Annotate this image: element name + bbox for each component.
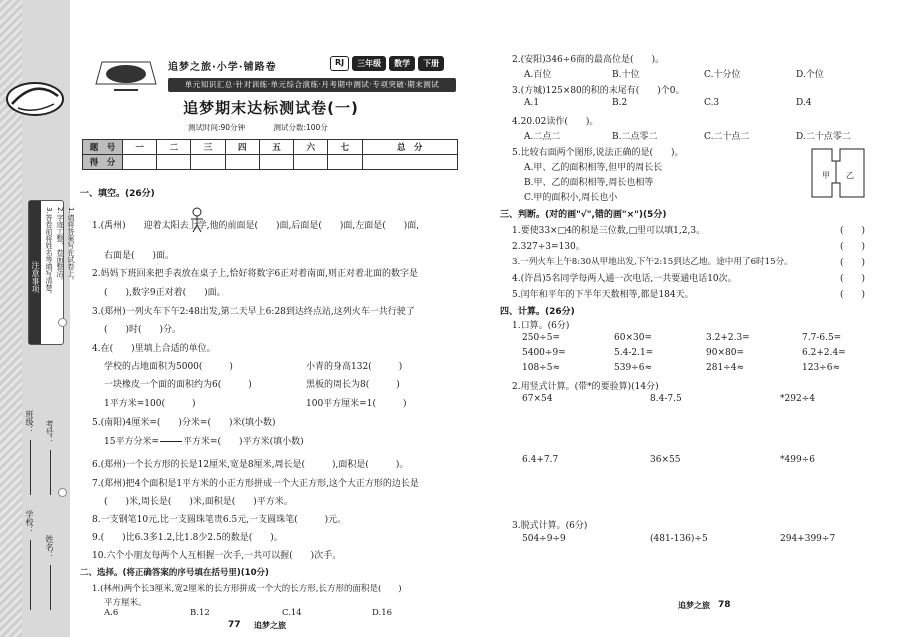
- school-field-label: 学校：: [25, 510, 34, 534]
- vertical-item: 8.4-7.5: [650, 394, 682, 404]
- oral-item: 90×80=: [706, 348, 744, 358]
- answer-paren[interactable]: ( ): [840, 290, 866, 300]
- option[interactable]: B.甲、乙的面积相等,周长也相等: [524, 178, 654, 188]
- question-line: 5.比较右面两个图形,说法正确的是( )。: [512, 148, 684, 158]
- question-line: 7.(郑州)把4个面积是1平方米的小正方形拼成一个大正方形,这个大正方形的边长是: [92, 479, 419, 489]
- vertical-item: 67×54: [522, 394, 553, 404]
- test-score: 测试分数:100分: [273, 123, 328, 132]
- series-logo-icon: [92, 54, 160, 96]
- question-line: 1.口算。(6分): [512, 321, 570, 331]
- score-input-cell[interactable]: [191, 155, 225, 170]
- score-cell: 五: [259, 140, 293, 155]
- option[interactable]: A.二点二: [524, 132, 561, 142]
- score-cell: 总 分: [362, 140, 457, 155]
- question-line: 5.闰年和平年的下半年天数相等,都是184天。: [512, 290, 694, 300]
- question-line: 1.(禹州) 迎着太阳去上学,他的前面是( )面,后面是( )面,左面是( )面,: [92, 221, 420, 231]
- brand-logo-icon: [4, 74, 66, 124]
- option[interactable]: B.二点零二: [612, 132, 658, 142]
- fraction-blank[interactable]: [160, 435, 182, 449]
- oral-item: 5.4-2.1=: [614, 348, 654, 358]
- option[interactable]: A.1: [524, 98, 540, 108]
- school-field-line[interactable]: [30, 540, 31, 610]
- question-line: 学校的占地面积为5000( ): [104, 362, 233, 372]
- answer-paren[interactable]: ( ): [840, 258, 866, 268]
- question-line: 1.(林州)两个长3厘米,宽2厘米的长方形拼成一个大的长方形,长方形的面积是( ): [92, 584, 402, 594]
- score-cell: 四: [225, 140, 259, 155]
- right-page: [500, 0, 890, 637]
- page-number-left: 77: [228, 620, 241, 630]
- vertical-item: 36×55: [650, 455, 681, 465]
- score-cell: 六: [294, 140, 328, 155]
- offline-item: 294+399÷7: [780, 534, 836, 544]
- question-text: 15平方分米=: [104, 437, 159, 447]
- oral-item: 123÷6≈: [802, 363, 840, 373]
- term-pill: 下册: [418, 56, 444, 71]
- shape-figure: [810, 147, 866, 199]
- vertical-item: *499÷6: [780, 455, 815, 465]
- question-line: 1.要使33×□4的积是三位数,□里可以填1,2,3。: [512, 226, 706, 236]
- score-cell: 题 号: [83, 140, 123, 155]
- binding-margin: [0, 0, 75, 637]
- score-input-cell[interactable]: [157, 155, 191, 170]
- option[interactable]: C.3: [704, 98, 720, 108]
- question-line: 6.(郑州)一个长方形的长是12厘米,宽是8厘米,周长是( ),面积是( )。: [92, 460, 409, 470]
- score-input-cell[interactable]: [259, 155, 293, 170]
- score-table-header-row: [83, 140, 458, 155]
- notice-line: 2.字迹工整、卷面整洁。: [56, 207, 64, 284]
- figure-label-a: 甲: [822, 171, 830, 180]
- question-line: 右面是( )面。: [104, 251, 175, 261]
- oral-item: 250÷5=: [522, 333, 560, 343]
- question-line: 小青的身高132( ): [306, 362, 403, 372]
- score-input-cell[interactable]: [328, 155, 362, 170]
- score-cell: 七: [328, 140, 362, 155]
- question-text: 平方米=( )平方米(填小数): [183, 437, 304, 447]
- offline-item: (481-136)÷5: [650, 534, 708, 544]
- footer-brand: 追梦之旅: [254, 621, 286, 630]
- question-line: 3.(郑州)一列火车下午2:48出发,第二天早上6:28到达终点站,这列火车一共行驶了: [92, 307, 415, 317]
- answer-paren[interactable]: ( ): [840, 242, 866, 252]
- answer-paren[interactable]: ( ): [840, 274, 866, 284]
- class-field-label: 班级：: [25, 410, 34, 434]
- oral-item: 539÷6≈: [614, 363, 652, 373]
- notice-line: 3.答卷前将姓名等填写清楚。: [45, 207, 53, 298]
- option[interactable]: D.4: [796, 98, 812, 108]
- exam-id-field-label: 考号：: [45, 420, 54, 444]
- question-line: 3.脱式计算。(6分): [512, 521, 588, 531]
- score-input-cell[interactable]: [294, 155, 328, 170]
- notice-body: [43, 207, 76, 298]
- punch-hole: [58, 488, 67, 497]
- figure-label-b: 乙: [846, 171, 854, 180]
- question-line: ( )时( )分。: [104, 325, 182, 335]
- question-line: 4.20.02读作( )。: [512, 117, 599, 127]
- left-page: [78, 0, 458, 637]
- score-cell: 二: [157, 140, 191, 155]
- oral-item: 108÷5≈: [522, 363, 560, 373]
- notice-tag: 注意事项: [29, 201, 41, 344]
- page-number-right: 78: [718, 600, 731, 610]
- oral-item: 60×30=: [614, 333, 652, 343]
- section-choice-heading: 二、选择。(将正确答案的序号填在括号里)(10分): [80, 568, 269, 578]
- grade-pill: 三年级: [352, 56, 386, 71]
- oral-item: 3.2+2.3=: [706, 333, 750, 343]
- question-line: 2.327÷3=130。: [512, 242, 585, 252]
- score-cell: 一: [123, 140, 157, 155]
- option[interactable]: D.二十点零二: [796, 132, 851, 142]
- option[interactable]: A.百位: [524, 70, 552, 80]
- vertical-item: *292÷4: [780, 394, 815, 404]
- option[interactable]: C.甲的面积小,周长也小: [524, 193, 618, 203]
- question-line: 3.一列火车上午8:30从甲地出发,下午2:15到达乙地。途中用了6时15分。: [512, 257, 793, 267]
- score-input-cell[interactable]: [362, 155, 457, 170]
- class-field-line[interactable]: [30, 440, 31, 495]
- name-field-label: 姓名：: [45, 535, 54, 559]
- option[interactable]: B.2: [612, 98, 628, 108]
- oral-item: 5400÷9=: [522, 348, 566, 358]
- score-table-score-row: [83, 155, 458, 170]
- oral-item: 281÷4≈: [706, 363, 744, 373]
- option[interactable]: B.十位: [612, 70, 640, 80]
- question-line: 3.(方城)125×80的积的末尾有( )个0。: [512, 86, 685, 96]
- question-line: 平方厘米。: [104, 598, 147, 608]
- series-name: 追梦之旅·小学·铺路卷: [168, 62, 277, 73]
- offline-item: 504÷9÷9: [522, 534, 566, 544]
- question-line: [104, 434, 304, 449]
- question-line: 8.一支钢笔10元,比一支圆珠笔贵6.5元,一支圆珠笔( )元。: [92, 515, 347, 525]
- question-line: 2.(安阳)346÷6商的最高位是( )。: [512, 55, 665, 65]
- option[interactable]: C.14: [282, 608, 302, 618]
- footer-brand: 追梦之旅: [678, 601, 710, 610]
- subject-pill: 数学: [389, 56, 415, 71]
- score-table: [82, 139, 458, 170]
- question-line: 4.在( )里填上合适的单位。: [92, 344, 216, 354]
- question-line: 4.(许昌)5名同学每两人通一次电话,一共要通电话10次。: [512, 274, 737, 284]
- edition-pill: RJ: [330, 56, 349, 71]
- answer-paren[interactable]: ( ): [840, 226, 866, 236]
- oral-item: 6.2+2.4=: [802, 348, 846, 358]
- edition-pills: [330, 56, 444, 71]
- question-line: ( )米,周长是( )米,面积是( )平方米。: [104, 497, 293, 507]
- question-line: 黑板的周长为8( ): [306, 380, 400, 390]
- question-line: 100平方厘米=1( ): [306, 399, 407, 409]
- option[interactable]: D.16: [372, 608, 393, 618]
- notice-line: 1.请将答案写在试卷上。: [67, 207, 75, 284]
- section-calc-heading: 四、计算。(26分): [500, 307, 575, 317]
- question-line: 2.妈妈下班回来把手表放在桌子上,恰好将数字6正对着南面,则正对着北面的数字是: [92, 269, 419, 279]
- vertical-item: 6.4+7.7: [522, 455, 559, 465]
- punch-hole: [58, 318, 67, 327]
- score-input-cell[interactable]: [225, 155, 259, 170]
- option[interactable]: D.个位: [796, 70, 824, 80]
- series-strip: 单元知识汇总·针对训练·单元综合演练·月考期中测试·专项突破·期末测试: [168, 78, 456, 92]
- question-line: ( ),数字9正对着( )面。: [104, 288, 226, 298]
- option[interactable]: B.12: [190, 608, 210, 618]
- question-line: 一块橡皮一个面的面积约为6( ): [104, 380, 252, 390]
- question-line: 1平方米=100( ): [104, 399, 196, 409]
- section-judge-heading: 三、判断。(对的画"√",错的画"×")(5分): [500, 210, 667, 220]
- question-line: 5.(南阳)4厘米=( )分米=( )米(填小数): [92, 418, 276, 428]
- oral-item: 7.7-6.5=: [802, 333, 842, 343]
- question-line: 10.六个小朋友每两个人互相握一次手,一共可以握( )次手。: [92, 551, 342, 561]
- question-line: 9.( )比6.3多1.2,比1.8少2.5的数是( )。: [92, 533, 283, 543]
- score-input-cell[interactable]: [123, 155, 157, 170]
- name-field-line[interactable]: [50, 565, 51, 610]
- test-time: 测试时间:90分钟: [188, 123, 246, 132]
- option[interactable]: C.二十点二: [704, 132, 750, 142]
- option[interactable]: C.十分位: [704, 70, 741, 80]
- option[interactable]: A.6: [104, 608, 119, 618]
- test-meta: [188, 122, 354, 133]
- question-line: 2.用竖式计算。(带*的要验算)(14分): [512, 382, 659, 392]
- exam-id-field-line[interactable]: [50, 450, 51, 495]
- section-fill-heading: 一、填空。(26分): [80, 189, 155, 199]
- score-row-label: 得 分: [83, 155, 123, 170]
- score-cell: 三: [191, 140, 225, 155]
- page-title: 追梦期末达标测试卷(一): [183, 99, 359, 117]
- option[interactable]: A.甲、乙的面积相等,但甲的周长长: [524, 163, 663, 173]
